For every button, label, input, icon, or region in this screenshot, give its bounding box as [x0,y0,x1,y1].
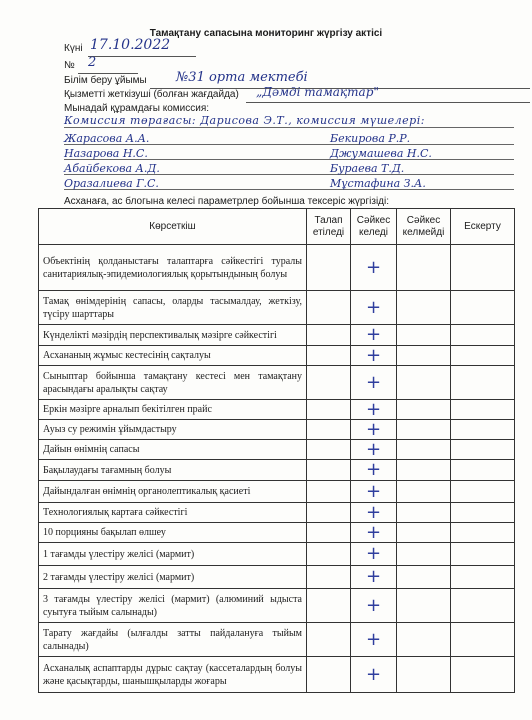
plus-mark: + [365,459,382,480]
table-row [39,589,515,623]
not-matches-cell [397,420,451,440]
note-cell [451,325,515,346]
matches-cell [351,245,397,291]
not-matches-cell [397,366,451,400]
plus-mark: + [365,438,382,460]
row-criterion: Ауыз су режимін ұйымдастыру [39,420,307,440]
number-label: № [64,60,75,71]
row-criterion: Еркін мәзірге арналып бекітілген прайс [39,400,307,420]
required-cell [307,366,351,400]
matches-cell [351,566,397,589]
matches-cell [351,623,397,657]
plus-mark: + [365,594,382,616]
note-cell [451,566,515,589]
plus-mark: + [365,521,382,543]
row-criterion: Объектінің қолданыстағы талаптарға сәйкестігі туралы санитариялық-эпидемиологиялық қорытындының болуы [39,245,307,291]
not-matches-cell [397,543,451,566]
note-cell [451,657,515,693]
row-criterion: Дайындалған өнімнің органолептикалық қасиеті [39,481,307,503]
required-cell [307,325,351,346]
table-row [39,400,515,420]
column-header-indicator: Көрсеткіш [39,209,307,245]
matches-cell [351,460,397,481]
note-cell [451,346,515,366]
required-cell [307,523,351,543]
not-matches-cell [397,589,451,623]
note-cell [451,440,515,460]
matches-cell [351,543,397,566]
row-criterion: Сыныптар бойынша тамақтану кестесі мен тамақтану арасындағы аралықты сақтау [39,366,307,400]
not-matches-cell [397,503,451,523]
note-cell [451,245,515,291]
not-matches-cell [397,460,451,481]
row-criterion: 3 тағамды үлестіру желісі (мармит) (алюминий ыдыста суытуға тыйым салынады) [39,589,307,623]
column-header-matches: Сәйкес келеді [351,209,397,245]
note-cell [451,460,515,481]
table-header-row [39,209,515,245]
matches-cell [351,346,397,366]
matches-cell [351,325,397,346]
table-row [39,460,515,481]
not-matches-cell [397,481,451,503]
table-row [39,481,515,503]
plus-mark: + [365,501,382,523]
row-criterion: Күнделікті мәзірдің перспективалық мәзірге сәйкестігі [39,325,307,346]
plus-mark: + [365,344,382,366]
note-cell [451,623,515,657]
date-value: 17.10.2022 [90,37,171,53]
table-row [39,503,515,523]
row-criterion: Дайын өнімнің сапасы [39,440,307,460]
table-row [39,366,515,400]
matches-cell [351,657,397,693]
commission-chair: Комиссия төрағасы: Дарисова Э.Т., комиссия мүшелері: [64,114,425,127]
table-row [39,346,515,366]
plus-mark: + [365,543,382,564]
plus-mark: + [365,371,382,393]
commission-member: Жарасова А.А. [64,132,150,145]
row-criterion: Тамақ өнімдерінің сапасы, оларды тасымалдау, жеткізу, түсіру шарттары [39,291,307,325]
plus-mark: + [365,256,382,278]
not-matches-cell [397,325,451,346]
commission-member: Назарова Н.С. [64,147,148,160]
table-row [39,291,515,325]
date-row [64,37,492,57]
note-cell [451,291,515,325]
required-cell [307,481,351,503]
commission-member: Бекирова Р.Р. [330,132,411,145]
table-row [39,566,515,589]
plus-mark: + [365,398,382,420]
not-matches-cell [397,657,451,693]
matches-cell [351,400,397,420]
matches-cell [351,523,397,543]
required-cell [307,346,351,366]
required-cell [307,420,351,440]
commission-label: Мынадай құрамдағы комиссия: [64,103,210,114]
note-cell [451,589,515,623]
column-header-note: Ескерту [451,209,515,245]
row-criterion: Асханалық аспаптарды дұрыс сақтау (кассеталардың болуы және қасықтарды, шанышқыларды жоғары [39,657,307,693]
note-cell [451,400,515,420]
not-matches-cell [397,346,451,366]
not-matches-cell [397,623,451,657]
table-row [39,440,515,460]
required-cell [307,460,351,481]
table-row [39,543,515,566]
column-header-required: Талап етіледі [307,209,351,245]
column-header-not-matches: Сәйкес келмейді [397,209,451,245]
intro-text: Асханаға, ас блогына келесі параметрлер бойынша тексеріс жүргізіді: [64,196,389,207]
required-cell [307,400,351,420]
monitoring-table [38,208,515,693]
table-row [39,245,515,291]
supplier-row [64,85,492,103]
plus-mark: + [365,663,382,685]
table-row [39,420,515,440]
commission-member: Джумашева Н.С. [330,147,432,160]
matches-cell [351,291,397,325]
required-cell [307,503,351,523]
school-value: №31 орта мектебі [176,70,308,85]
supplier-value: „Дәмді тамақтар" [256,85,379,99]
required-cell [307,291,351,325]
matches-cell [351,366,397,400]
row-criterion: Асхананың жұмыс кестесінің сақталуы [39,346,307,366]
commission-member: Мұстафина З.А. [330,177,426,190]
required-cell [307,589,351,623]
not-matches-cell [397,523,451,543]
row-criterion: Технологиялық картаға сәйкестігі [39,503,307,523]
commission-member: Абайбекова А.Д. [64,162,160,175]
table-row [39,325,515,346]
row-criterion: 1 тағамды үлестіру желісі (мармит) [39,543,307,566]
plus-mark: + [365,418,382,440]
commission-member: Бураева Т.Д. [330,162,405,175]
plus-mark: + [365,324,382,345]
document-title: Тамақтану сапасына мониторинг жүргізу актісі [149,28,383,39]
matches-cell [351,589,397,623]
table-row [39,623,515,657]
required-cell [307,440,351,460]
note-cell [451,366,515,400]
matches-cell [351,420,397,440]
required-cell [307,566,351,589]
note-cell [451,523,515,543]
not-matches-cell [397,566,451,589]
date-label: Күні [64,43,83,54]
required-cell [307,245,351,291]
not-matches-cell [397,440,451,460]
school-label: Білім беру ұйымы [64,75,147,86]
row-criterion: Тарату жағдайы (ылғалды затты пайдалануға тыйым салынады) [39,623,307,657]
note-cell [451,543,515,566]
plus-mark: + [365,480,382,502]
required-cell [307,543,351,566]
plus-mark: + [365,296,382,318]
matches-cell [351,503,397,523]
plus-mark: + [365,566,382,587]
not-matches-cell [397,245,451,291]
number-value: 2 [88,55,97,70]
matches-cell [351,481,397,503]
supplier-label: Қызметті жеткізуші (болған жағдайда) [64,89,239,100]
not-matches-cell [397,291,451,325]
required-cell [307,657,351,693]
note-cell [451,481,515,503]
table-row [39,657,515,693]
commission-member: Оразалиева Г.С. [64,177,159,190]
plus-mark: + [365,628,382,650]
note-cell [451,503,515,523]
table-row [39,523,515,543]
note-cell [451,420,515,440]
row-criterion: 10 порцияны бақылап өлшеу [39,523,307,543]
required-cell [307,623,351,657]
row-criterion: 2 тағамды үлестіру желісі (мармит) [39,566,307,589]
not-matches-cell [397,400,451,420]
row-criterion: Бақылаудағы тағамның болуы [39,460,307,481]
matches-cell [351,440,397,460]
